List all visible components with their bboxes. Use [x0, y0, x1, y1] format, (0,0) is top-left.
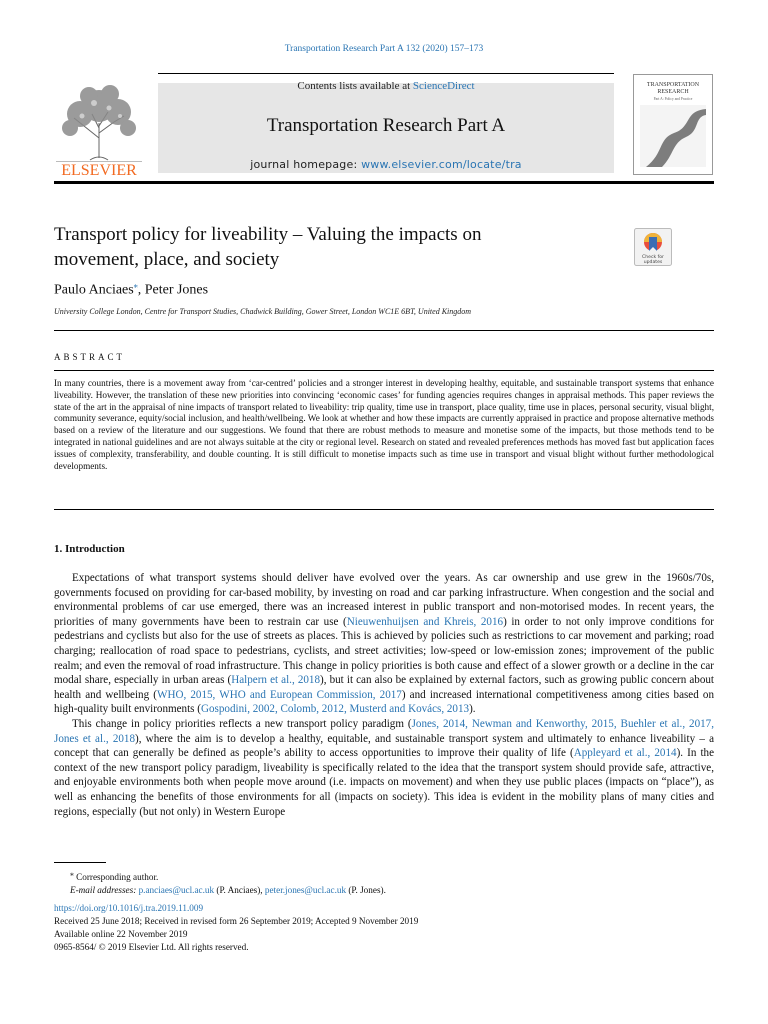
citation-link[interactable]: Nieuwenhuijsen and Khreis, 2016 [346, 615, 504, 628]
body-text [54, 571, 714, 819]
homepage-link[interactable]: www.elsevier.com/locate/tra [361, 158, 522, 171]
elsevier-wordmark: ELSEVIER [61, 162, 137, 176]
contents-prefix: Contents lists available at [297, 80, 413, 92]
header-rule [158, 73, 614, 74]
footnote-mark: ⁎ [70, 869, 74, 878]
title-line-1: Transport policy for liveability – Valuing the impacts on [54, 224, 482, 245]
cover-title-2: RESEARCH [657, 89, 689, 95]
text-run: ), where the aim is to develop a healthy, equitable, and sustainable transport system and ultimately to enhance liveability – a concept that can generally be defined as people’s ability to access opportunities to improve their quality of life ( [54, 732, 714, 760]
crossmark-icon [634, 228, 672, 266]
copyright: 0965-8564/ © 2019 Elsevier Ltd. All rights reserved. [54, 942, 249, 952]
author-list [54, 281, 208, 299]
email-link-2[interactable]: peter.jones@ucl.ac.uk [264, 885, 347, 896]
divider [54, 330, 714, 331]
cover-title-1: TRANSPORTATION [646, 82, 700, 88]
corresponding-author-mark[interactable]: ⁎ [133, 281, 138, 290]
citation-link[interactable]: WHO, 2015, WHO and European Commission, 2017 [156, 688, 402, 701]
corresponding-text: Corresponding author. [73, 872, 159, 883]
journal-homepage [158, 158, 614, 171]
citation-link[interactable]: Appleyard et al., 2014 [573, 747, 677, 760]
email-link-1[interactable]: p.anciaes@ucl.ac.uk [138, 885, 215, 896]
section-heading: 1. Introduction [54, 543, 125, 555]
citation-link[interactable]: Jones, 2014, Newman and Kenworthy, 2015, Buehler et al., 2017, Jones et al., 2018 [54, 717, 714, 745]
text-run: ). [469, 703, 476, 716]
check-for-updates-badge[interactable] [634, 228, 672, 266]
online-date: Available online 22 November 2019 [54, 929, 188, 939]
email-label: E-mail addresses: [70, 885, 139, 896]
text-run: ) in order to not only improve conditions for pedestrians and cyclists but also for the use of streets as places. This is achieved by policies such as restrictions to car movement and parking; road charging; reallocation of road space to pedestrians, cyclists, and street activities; low-speed or low-emission zones; improvement of the public realm; and even the removal of road infrastructure. This change in policy priorities is both cause and effect of a slower growth or a decline in the car modal share, especially in urban areas ( [54, 615, 714, 687]
abstract-heading: ABSTRACT [54, 352, 126, 362]
title-line-2: movement, place, and society [54, 249, 280, 270]
crossmark-label-2: updates [643, 260, 663, 265]
text-run: ) and increased international competitiveness among cities based on high-quality built environments ( [54, 688, 715, 716]
text-run: ), but it can also be explained by external factors, such as growing public concern about health and wellbeing ( [54, 674, 714, 701]
header-thick-rule [54, 181, 714, 184]
footnote-rule [54, 862, 106, 863]
email-note [54, 884, 386, 897]
front-matter [54, 902, 418, 954]
journal-citation[interactable]: Transportation Research Part A 132 (2020) 157–173 [284, 44, 484, 54]
journal-cover[interactable] [633, 74, 713, 175]
cover-subtitle: Part A: Policy and Practice [653, 97, 693, 101]
doi-link[interactable]: https://doi.org/10.1016/j.tra.2019.11.009 [54, 903, 204, 913]
journal-name: Transportation Research Part A [266, 115, 506, 136]
citation-link[interactable]: Gospodini, 2002, Colomb, 2012, Musterd and Kovács, 2013 [200, 703, 470, 716]
affiliation: University College London, Centre for Transport Studies, Chadwick Building, Gower Street, London WC1E 6BT, United Kingdom [54, 307, 472, 316]
divider [54, 370, 714, 371]
elsevier-logo [54, 78, 144, 176]
journal-cover-image [634, 75, 712, 174]
author-2[interactable]: Peter Jones [144, 282, 209, 298]
text-run: ). In the context of the new transport policy paradigm, liveability is specifically related to the idea that the transport system should provide safe, attractive, and enjoyable environments both when people move around (i.e. impacts on movement) and when they use public places (impacts on “place”), as well as enhancing the benefits of those environments for all (impacts on society). This idea is evident in the mobility plans of many cities and regions, especially (but not only) in Western Europe [54, 747, 715, 818]
abstract-text: In many countries, there is a movement away from ‘car-centred’ policies and a stronger interest in developing healthy, equitable, and sustainable transport systems that enhance liveability. However, the translation of these new priorities into convincing ‘economic cases’ for funding agencies requires changes in appraisal methods. This paper reviews the state of the art in the appraisal of nine impacts of transport related to liveability: trip quality, time use in transport, place quality, time use in places, personal security, visual blight, community severance, equity/social inclusion, and health/wellbeing. We look at whether and how these impacts are currently appraised in practice and propose alternative methods based on a review of the literature and our suggestions. We found that there are robust methods to measure and monetise some of the impacts, but those methods tend to be integrated in national guidelines and are not always suitable at the city or regional level. Research on stated and revealed preferences methods has moved fast but application faces issues of complexity, transferability, and double counting. It is still difficult to monetise impacts such as time use in transport and visual blight without further methodological developments. [54, 378, 714, 471]
paragraph [54, 717, 714, 819]
elsevier-tree-icon [54, 78, 144, 176]
email-name-1: (P. Anciaes), [214, 885, 265, 896]
homepage-prefix: journal homepage: [250, 158, 362, 171]
email-name-2: (P. Jones). [346, 885, 386, 896]
author-separator: , [137, 282, 145, 298]
text-run: This change in policy priorities reflects a new transport policy paradigm ( [72, 717, 412, 730]
contents-line [158, 80, 614, 92]
sciencedirect-link[interactable]: ScienceDirect [412, 80, 475, 92]
text-run: Expectations of what transport systems should deliver have evolved over the years. As car ownership and use grew in the 1960s/70s, governments focused on providing for car-based mobility, by investing on road and car parking infrastructure. When congestion and the social and environmental problems of car use emerged, there was an increased interest in public transport and non-motorised modes. In recent years, the priorities of many governments have been to restrain car use ( [54, 572, 714, 628]
author-1[interactable]: Paulo Anciaes [54, 282, 134, 298]
article-title [54, 222, 614, 272]
paragraph [54, 571, 714, 717]
divider [54, 509, 714, 510]
corresponding-note [54, 867, 386, 884]
footnote [54, 867, 386, 897]
received-dates: Received 25 June 2018; Received in revised form 26 September 2019; Accepted 9 November 2019 [54, 916, 419, 926]
citation-link[interactable]: Halpern et al., 2018 [231, 674, 321, 687]
crossmark-label-1: Check for [642, 255, 664, 260]
